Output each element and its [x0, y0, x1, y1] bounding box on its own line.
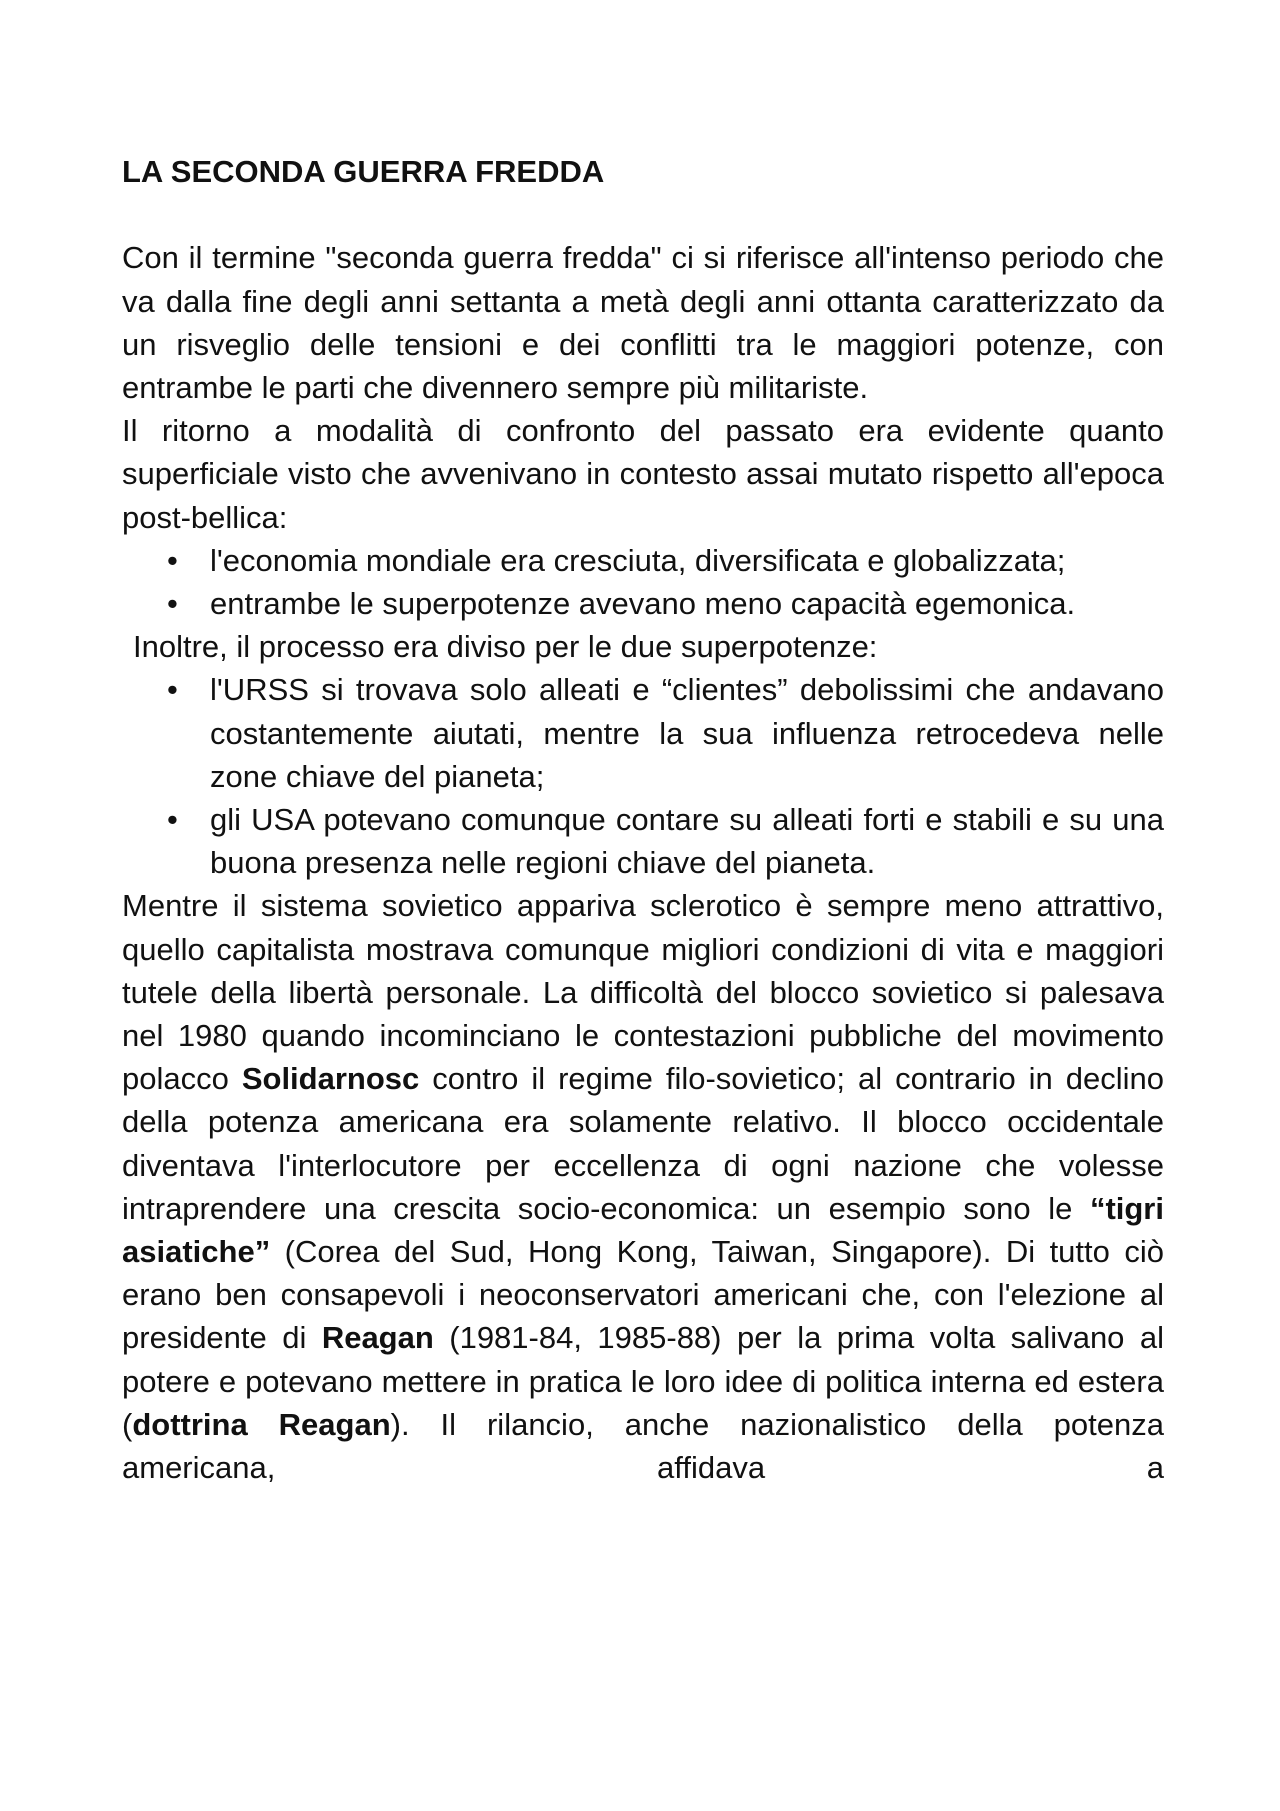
text-run: Mentre il sistema sovietico appariva sclerotico è sempre meno attrattivo, quello capitalista mostrava comunque migliori condizioni di vita e maggiori tutele della libertà personale. La difficoltà del blocco sovietico si palesava nel 1980 quando incominciano le contestazioni pubbliche del movimento polacco [122, 888, 1164, 1097]
bullet-icon: • [167, 586, 178, 622]
bullet-list-superpowers [122, 668, 1164, 884]
text-run: (Corea del Sud, Hong Kong, Taiwan, Singapore). Di tutto ciò erano ben consapevoli i neoconservatori americani che, con l'elezione al presidente di [122, 1234, 1164, 1356]
list-item [167, 798, 1164, 884]
paragraph-intro: Con il termine "seconda guerra fredda" ci si riferisce all'intenso periodo che va dalla fine degli anni settanta a metà degli anni ottanta caratterizzato da un risveglio delle tensioni e dei conflitti tra le maggiori potenze, con entrambe le parti che divennero sempre più militariste. [122, 240, 1164, 405]
text-run: ). Il rilancio, anche nazionalistico della potenza americana, affidava a [122, 1406, 1164, 1486]
list-item-text: l'economia mondiale era cresciuta, diversificata e globalizzata; [210, 542, 1066, 578]
text-run: (1981-84, 1985-88) per la prima volta salivano al potere e potevano mettere in pratica le loro idee di politica interna ed estera ( [122, 1320, 1165, 1442]
bullet-icon: • [167, 542, 178, 578]
term-reagan: Reagan [321, 1320, 434, 1356]
term-tigri-asiatiche: “tigri asiatiche” [122, 1190, 1164, 1270]
list-item-text: gli USA potevano comunque contare su alleati forti e stabili e su una buona presenza nelle regioni chiave del pianeta. [210, 802, 1164, 881]
bullet-icon: • [167, 672, 178, 708]
bullet-list-context [122, 539, 1164, 625]
list-item [167, 582, 1164, 625]
bullet-icon: • [167, 802, 178, 838]
list-item [167, 539, 1164, 582]
list-item [167, 668, 1164, 798]
text-run: contro il regime filo-sovietico; al contrario in declino della potenza americana era solamente relativo. Il blocco occidentale diventava l'interlocutore per eccellenza di ogni nazione che volesse intraprendere una crescita socio-economica: un esempio sono le [122, 1061, 1164, 1226]
paragraph-superpowers: Inoltre, il processo era diviso per le due superpotenze: [133, 629, 878, 665]
document-title: LA SECONDA GUERRA FREDDA [122, 154, 605, 189]
list-item-text: entrambe le superpotenze avevano meno capacità egemonica. [210, 586, 1076, 622]
document-page [122, 150, 1164, 1489]
paragraph-context: Il ritorno a modalità di confronto del passato era evidente quanto superficiale visto che avvenivano in contesto assai mutato rispetto all'epoca post-bellica: [122, 413, 1164, 535]
list-item-text: l'URSS si trovava solo alleati e “clientes” debolissimi che andavano costantemente aiutati, mentre la sua influenza retrocedeva nelle zone chiave del pianeta; [210, 672, 1164, 794]
term-solidarnosc: Solidarnosc [241, 1061, 420, 1097]
term-dottrina-reagan: dottrina Reagan [132, 1406, 391, 1442]
paragraph-analysis [122, 884, 1164, 1489]
